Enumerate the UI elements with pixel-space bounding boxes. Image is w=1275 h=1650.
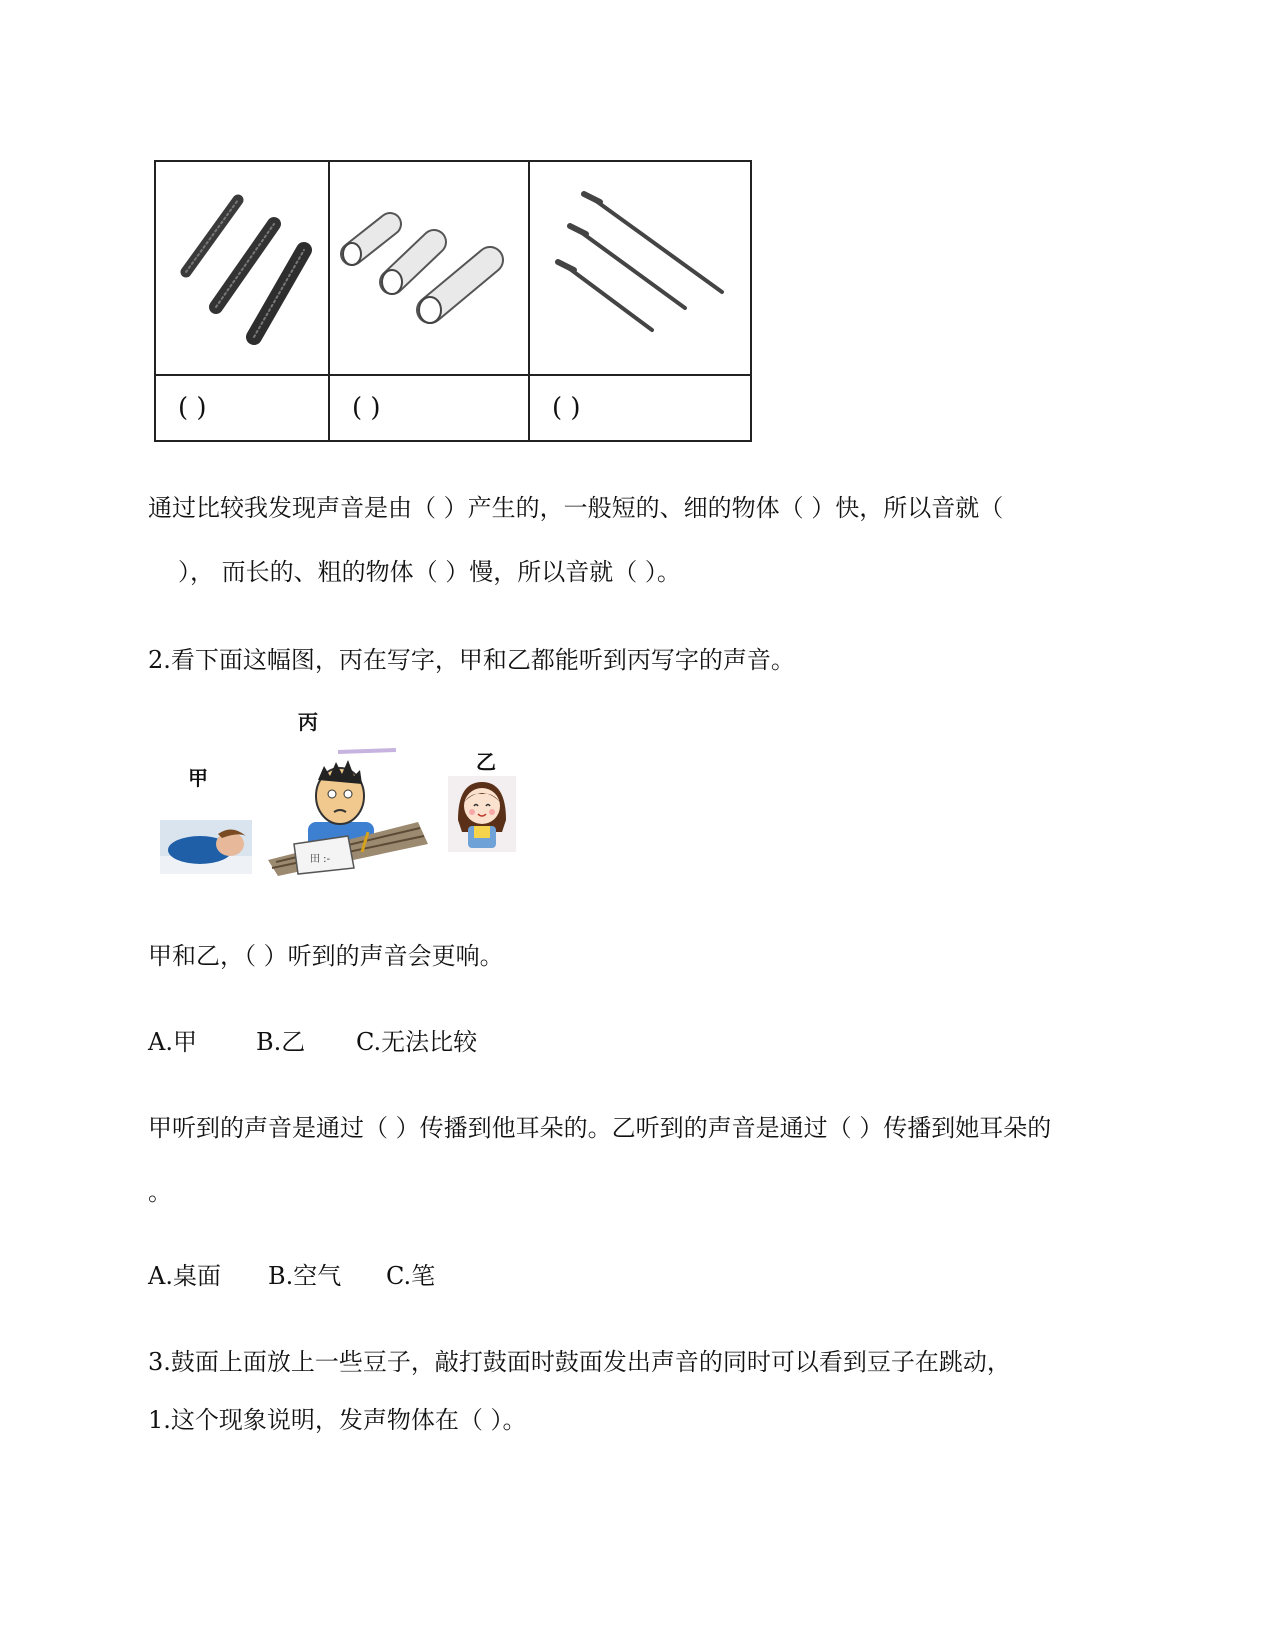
materials-table	[154, 160, 752, 442]
answer-blank[interactable]: ( )	[155, 375, 329, 441]
white-thick-tubes-icon	[330, 162, 528, 370]
answer-blank[interactable]: ( )	[529, 375, 751, 441]
nails-cell	[529, 161, 751, 375]
svg-text:田 :-: 田 :-	[310, 854, 331, 865]
option-c[interactable]: C.无法比较	[356, 1028, 478, 1056]
option-a[interactable]: A.桌面	[148, 1262, 221, 1290]
girl-icon	[448, 776, 516, 852]
q2-options2	[148, 1256, 435, 1291]
q1-line1: 通过比较我发现声音是由（ ）产生的，一般短的、细的物体（ ）快，所以音就（	[148, 494, 1004, 522]
q2-prompt1: 甲和乙，（ ）听到的声音会更响。	[148, 942, 504, 970]
white-tubes-cell	[329, 161, 529, 375]
thin-tubes-cell	[155, 161, 329, 375]
long-nails-icon	[530, 162, 750, 370]
q2-options1	[148, 1022, 477, 1057]
q2-title: 2.看下面这幅图，丙在写字，甲和乙都能听到丙写字的声音。	[148, 646, 795, 674]
q2-prompt2-line2: 。	[148, 1178, 172, 1206]
option-c[interactable]: C.笔	[386, 1262, 436, 1290]
yi-label: 乙	[476, 750, 496, 774]
jia-label: 甲	[188, 766, 208, 790]
q2-prompt2-line1: 甲听到的声音是通过（ ）传播到他耳朵的。乙听到的声音是通过（ ）传播到她耳朵的	[148, 1114, 1052, 1142]
q3-sub1: 1.这个现象说明，发声物体在（ ）。	[148, 1406, 527, 1434]
answer-blank[interactable]: ( )	[329, 375, 529, 441]
option-b[interactable]: B.空气	[268, 1262, 342, 1290]
thin-dark-tubes-icon	[156, 162, 328, 370]
q3-title: 3.鼓面上面放上一些豆子，敲打鼓面时鼓面发出声音的同时可以看到豆子在跳动，	[148, 1348, 1011, 1376]
bing-label: 丙	[298, 710, 318, 734]
writing-boy-icon	[268, 748, 430, 876]
q1-line2: ）， 而长的、粗的物体（ ）慢，所以音就（ ）。	[178, 558, 681, 586]
option-b[interactable]: B.乙	[256, 1028, 306, 1056]
sleeping-boy-icon	[160, 820, 252, 874]
option-a[interactable]: A.甲	[148, 1028, 197, 1056]
